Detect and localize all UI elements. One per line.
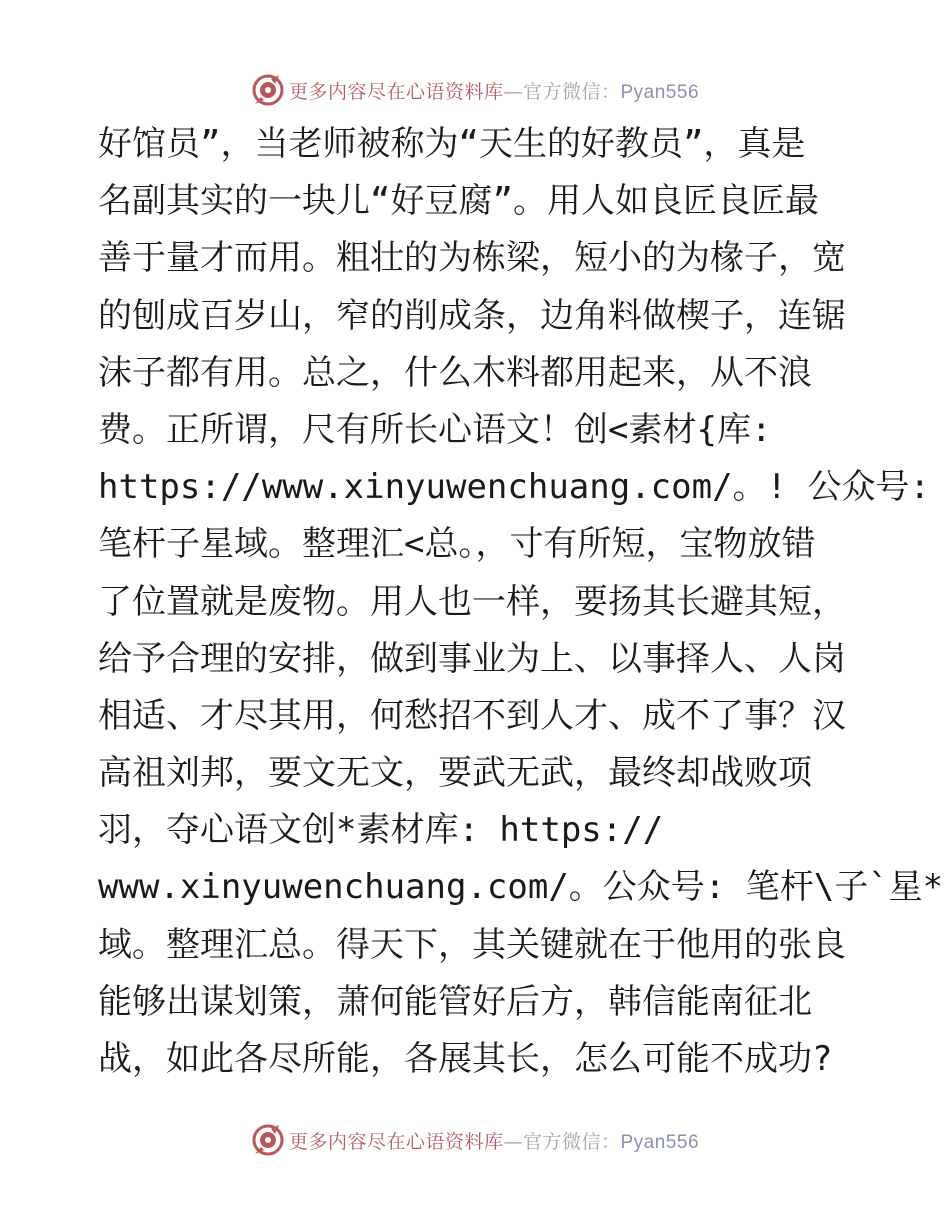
text-line: 沫子都有用。总之，什么木料都用起来，从不浪 bbox=[98, 352, 812, 393]
body-text bbox=[98, 116, 944, 1088]
text-line: www.xinyuwenchuang.com/。公众号: 笔杆\子`星* bbox=[98, 867, 944, 908]
text-line: 名副其实的一块儿“好豆腐”。用人如良匠良匠最 bbox=[98, 181, 819, 222]
footer-banner bbox=[0, 1120, 950, 1160]
footer-banner-main: 更多内容尽在心语资料库 bbox=[288, 1130, 504, 1153]
text-line: 域。整理汇总。得天下，其关键就在于他用的张良 bbox=[98, 924, 846, 965]
text-line: 了位置就是废物。用人也一样，要扬其长避其短， bbox=[98, 581, 846, 622]
text-line: 羽，夺心语文创*素材库: https:// bbox=[98, 810, 664, 851]
footer-banner-label: 官方微信： bbox=[522, 1130, 621, 1153]
header-banner-label: 官方微信： bbox=[522, 80, 621, 103]
text-line: 战，如此各尽所能，各展其长，怎么可能不成功? bbox=[98, 1039, 833, 1079]
header-banner-main: 更多内容尽在心语资料库 bbox=[288, 80, 504, 103]
text-line: 好馆员”，当老师被称为“天生的好教员”，真是 bbox=[98, 124, 806, 164]
header-banner-wechat: Pyan556 bbox=[620, 81, 700, 103]
footer-banner-text bbox=[289, 1127, 699, 1154]
footer-banner-separator: — bbox=[503, 1130, 523, 1153]
text-line: 笔杆子星域。整理汇<总。，寸有所短，宝物放错 bbox=[98, 524, 816, 565]
text-line: 善于量才而用。粗壮的为栋梁，短小的为椽子，宽 bbox=[98, 238, 846, 279]
text-line: 给予合理的安排，做到事业为上、以事择人、人岗 bbox=[98, 638, 846, 679]
header-banner-separator: — bbox=[503, 80, 523, 103]
text-line: 能够出谋划策，萧何能管好后方，韩信能南征北 bbox=[98, 981, 812, 1022]
header-banner-text bbox=[289, 77, 699, 104]
header-banner bbox=[0, 70, 950, 110]
text-line: 相适、才尽其用，何愁招不到人才、成不了事？汉 bbox=[98, 695, 846, 736]
text-line: 的刨成百岁山，窄的削成条，边角料做楔子，连锯 bbox=[98, 295, 846, 336]
footer-banner-wechat: Pyan556 bbox=[620, 1131, 700, 1153]
brush-logo-icon bbox=[251, 73, 285, 107]
text-line: 费。正所谓，尺有所长心语文！创<素材{库: bbox=[98, 409, 772, 450]
text-line: https://www.xinyuwenchuang.com/。! 公众号: bbox=[98, 467, 930, 508]
text-line: 高祖刘邦，要文无文，要武无武，最终却战败项 bbox=[98, 753, 812, 794]
brush-logo-icon bbox=[251, 1123, 285, 1157]
